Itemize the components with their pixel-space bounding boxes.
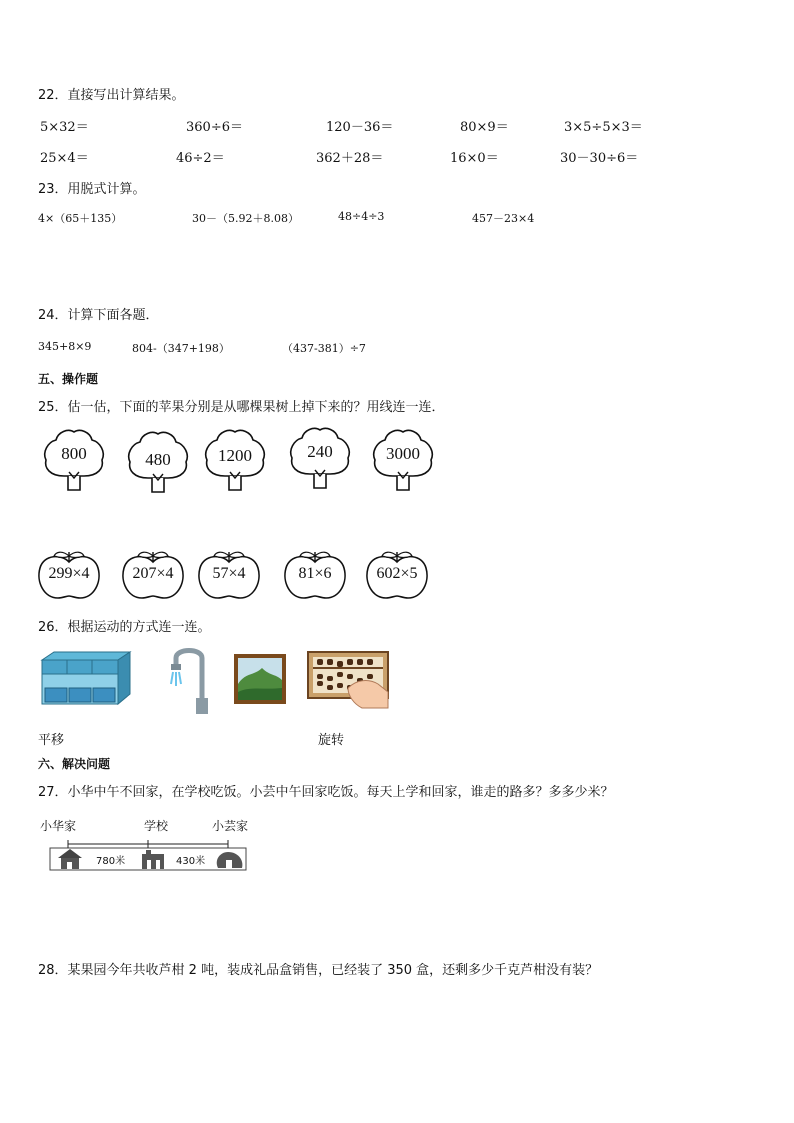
tree-icon[interactable]: [126, 430, 190, 496]
q23-item: 30－（5.92＋8.08）: [192, 212, 299, 225]
q22-item: 360÷6＝: [186, 120, 243, 135]
apple-expression: 602×5: [376, 565, 418, 582]
apple-icon[interactable]: [282, 548, 348, 602]
q22-item: 46÷2＝: [176, 151, 225, 166]
q24-item: 804-（347+198）: [132, 342, 230, 355]
q27-title: 27．小华中午不回家，在学校吃饭。小芸中午回家吃饭。每天上学和回家，谁走的路多？多多少米？: [38, 785, 614, 800]
q23-item: 457－23×4: [472, 212, 535, 225]
q23-title: 23．用脱式计算。: [38, 182, 146, 197]
tree-icon[interactable]: [202, 428, 268, 494]
apple-icon[interactable]: [196, 548, 262, 602]
q22-item: 3×5÷5×3＝: [564, 120, 643, 135]
q24-title: 24．计算下面各题．: [38, 308, 159, 323]
q22-item: 30－30÷6＝: [560, 151, 639, 166]
tree-value: 1200: [218, 446, 252, 465]
distance-label: 780米: [96, 856, 126, 867]
q28-title: 28．某果园今年共收芦柑 2 吨，装成礼品盒销售，已经装了 350 盒，还剩多少千克芦柑没有装？: [38, 963, 599, 978]
apple-expression: 207×4: [132, 565, 174, 582]
q22-item: 80×9＝: [460, 120, 509, 135]
tree-value: 240: [307, 442, 333, 461]
q26-title: 26．根据运动的方式连一连。: [38, 620, 211, 635]
apple-icon[interactable]: [120, 548, 186, 602]
tree-value: 800: [61, 444, 87, 463]
label-translation: 平移: [38, 733, 65, 748]
apple-expression: 299×4: [48, 565, 90, 582]
window-picture[interactable]: [234, 654, 286, 704]
apple-expression: 81×6: [298, 565, 332, 582]
route-diagram: [48, 836, 248, 876]
abacus-picture[interactable]: [308, 652, 388, 708]
q22-item: 16×0＝: [450, 151, 499, 166]
tree-value: 480: [145, 450, 171, 469]
place-label-xiaohua: 小华家: [40, 819, 77, 833]
place-label-xiaoyun: 小芸家: [212, 819, 249, 833]
q22-item: 5×32＝: [40, 120, 89, 135]
q22-item: 120－36＝: [326, 120, 394, 135]
section-heading: 六、解决问题: [38, 757, 111, 771]
tree-icon[interactable]: [42, 428, 106, 494]
apple-expression: 57×4: [212, 565, 246, 582]
tree-value: 3000: [386, 444, 420, 463]
q25-title: 25．估一估，下面的苹果分别是从哪棵果树上掉下来的？用线连一连．: [38, 400, 445, 415]
q22-title: 22．直接写出计算结果。: [38, 88, 185, 103]
distance-label: 430米: [176, 856, 206, 867]
tree-icon[interactable]: [288, 426, 352, 492]
section-heading: 五、操作题: [38, 372, 99, 386]
q22-item: 25×4＝: [40, 151, 89, 166]
q22-item: 362＋28＝: [316, 151, 384, 166]
apple-icon[interactable]: [364, 548, 430, 602]
apple-icon[interactable]: [36, 548, 102, 602]
drawer-cabinet-picture[interactable]: [42, 652, 130, 708]
faucet-picture[interactable]: [162, 644, 214, 716]
q23-item: 4×（65＋135）: [38, 212, 123, 225]
place-label-school: 学校: [144, 819, 169, 833]
q23-item: 48÷4÷3: [338, 210, 385, 223]
q24-item: （437-381）÷7: [282, 342, 366, 355]
q24-item: 345+8×9: [38, 340, 92, 353]
tree-icon[interactable]: [370, 428, 436, 494]
label-rotation: 旋转: [318, 733, 345, 748]
